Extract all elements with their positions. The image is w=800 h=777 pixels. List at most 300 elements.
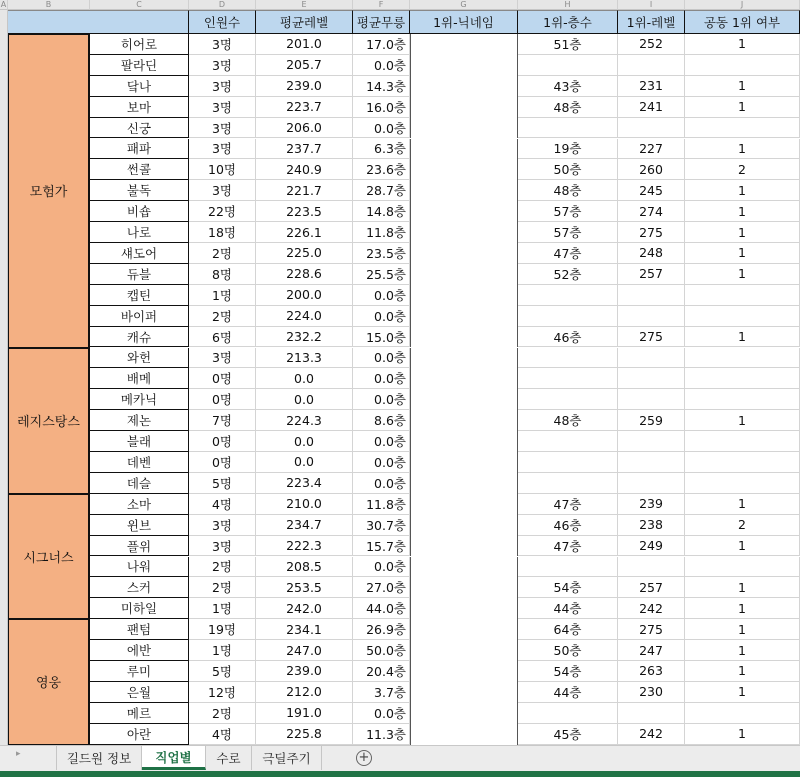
top-nickname-cell[interactable] [410,389,518,410]
member-count-cell[interactable]: 3명 [189,515,256,536]
avg-mulung-cell[interactable]: 23.6층 [353,159,410,180]
member-count-cell[interactable]: 6명 [189,327,256,348]
avg-mulung-cell[interactable]: 0.0층 [353,368,410,389]
top-nickname-cell[interactable] [410,473,518,494]
tie-flag-cell[interactable]: 1 [685,598,800,619]
avg-level-cell[interactable]: 205.7 [256,55,353,76]
job-name-cell[interactable]: 배메 [90,368,189,389]
top-nickname-cell[interactable] [410,703,518,724]
member-count-cell[interactable]: 0명 [189,431,256,452]
avg-level-cell[interactable]: 210.0 [256,494,353,515]
tie-flag-cell[interactable]: 1 [685,410,800,431]
top-floor-cell[interactable]: 44층 [518,682,618,703]
tie-flag-cell[interactable]: 1 [685,682,800,703]
top-level-cell[interactable]: 231 [618,76,685,97]
avg-level-cell[interactable]: 222.3 [256,536,353,557]
top-floor-cell[interactable] [518,285,618,306]
tie-flag-cell[interactable] [685,306,800,327]
avg-mulung-cell[interactable]: 26.9층 [353,619,410,640]
tie-flag-cell[interactable]: 1 [685,243,800,264]
job-name-cell[interactable]: 비숍 [90,201,189,222]
member-count-cell[interactable]: 2명 [189,243,256,264]
column-header-letter[interactable]: E [256,0,353,10]
tie-flag-cell[interactable]: 2 [685,515,800,536]
avg-level-cell[interactable]: 213.3 [256,348,353,369]
tie-flag-cell[interactable]: 1 [685,536,800,557]
top-level-cell[interactable]: 241 [618,97,685,118]
member-count-cell[interactable]: 12명 [189,682,256,703]
class-group-label[interactable]: 시그너스 [8,494,90,619]
job-name-cell[interactable]: 듀블 [90,264,189,285]
top-nickname-cell[interactable] [410,619,518,640]
avg-level-cell[interactable]: 200.0 [256,285,353,306]
tie-flag-cell[interactable] [685,452,800,473]
job-name-cell[interactable]: 팔라딘 [90,55,189,76]
top-floor-cell[interactable]: 48층 [518,180,618,201]
top-level-cell[interactable]: 257 [618,577,685,598]
column-header-cell[interactable]: 평균레벨 [256,10,353,34]
tie-flag-cell[interactable] [685,431,800,452]
top-nickname-cell[interactable] [410,222,518,243]
top-level-cell[interactable]: 242 [618,598,685,619]
job-name-cell[interactable]: 윈브 [90,515,189,536]
avg-mulung-cell[interactable]: 28.7층 [353,180,410,201]
tie-flag-cell[interactable] [685,473,800,494]
column-header-letter[interactable]: J [685,0,800,10]
top-level-cell[interactable]: 260 [618,159,685,180]
tie-flag-cell[interactable] [685,703,800,724]
tie-flag-cell[interactable] [685,557,800,578]
column-header-cell[interactable]: 평균무릉 [353,10,410,34]
avg-mulung-cell[interactable]: 0.0층 [353,118,410,139]
tab-by-class[interactable]: 직업별 [142,746,206,770]
top-nickname-cell[interactable] [410,243,518,264]
top-nickname-cell[interactable] [410,201,518,222]
top-floor-cell[interactable]: 64층 [518,619,618,640]
member-count-cell[interactable]: 3명 [189,118,256,139]
job-name-cell[interactable]: 소마 [90,494,189,515]
job-name-cell[interactable]: 신궁 [90,118,189,139]
tie-flag-cell[interactable]: 1 [685,222,800,243]
sheet-nav-arrow-icon[interactable]: ▸ [16,749,21,759]
avg-level-cell[interactable]: 234.7 [256,515,353,536]
member-count-cell[interactable]: 4명 [189,494,256,515]
job-name-cell[interactable]: 보마 [90,97,189,118]
job-name-cell[interactable]: 썬콜 [90,159,189,180]
avg-level-cell[interactable]: 224.3 [256,410,353,431]
top-level-cell[interactable]: 238 [618,515,685,536]
member-count-cell[interactable]: 22명 [189,201,256,222]
job-name-cell[interactable]: 메르 [90,703,189,724]
add-sheet-button[interactable]: + [356,750,372,766]
top-nickname-cell[interactable] [410,34,518,55]
top-floor-cell[interactable]: 47층 [518,243,618,264]
top-floor-cell[interactable] [518,452,618,473]
top-level-cell[interactable] [618,118,685,139]
top-nickname-cell[interactable] [410,306,518,327]
column-header-letter[interactable]: F [353,0,410,10]
top-floor-cell[interactable] [518,703,618,724]
avg-level-cell[interactable]: 0.0 [256,389,353,410]
top-level-cell[interactable]: 242 [618,724,685,745]
avg-level-cell[interactable]: 242.0 [256,598,353,619]
member-count-cell[interactable]: 2명 [189,703,256,724]
job-name-cell[interactable]: 나워 [90,557,189,578]
avg-level-cell[interactable]: 228.6 [256,264,353,285]
tab-guild-member-info[interactable]: 길드원 정보 [56,746,142,770]
job-name-cell[interactable]: 데벤 [90,452,189,473]
job-name-cell[interactable]: 제논 [90,410,189,431]
avg-level-cell[interactable]: 225.0 [256,243,353,264]
job-name-cell[interactable]: 팬텀 [90,619,189,640]
top-level-cell[interactable] [618,348,685,369]
avg-mulung-cell[interactable]: 0.0층 [353,473,410,494]
top-level-cell[interactable] [618,431,685,452]
top-level-cell[interactable] [618,703,685,724]
avg-level-cell[interactable]: 0.0 [256,452,353,473]
job-name-cell[interactable]: 와헌 [90,348,189,369]
column-header-letter[interactable]: G [410,0,518,10]
member-count-cell[interactable]: 19명 [189,619,256,640]
avg-level-cell[interactable]: 206.0 [256,118,353,139]
top-floor-cell[interactable]: 52층 [518,264,618,285]
top-level-cell[interactable]: 227 [618,139,685,160]
top-level-cell[interactable]: 247 [618,640,685,661]
column-header-letter[interactable]: I [618,0,685,10]
avg-level-cell[interactable]: 234.1 [256,619,353,640]
job-name-cell[interactable]: 에반 [90,640,189,661]
top-level-cell[interactable] [618,389,685,410]
job-name-cell[interactable]: 패파 [90,139,189,160]
top-floor-cell[interactable]: 50층 [518,640,618,661]
avg-level-cell[interactable]: 240.9 [256,159,353,180]
column-header-cell[interactable]: 1위-닉네임 [410,10,518,34]
top-floor-cell[interactable] [518,368,618,389]
avg-level-cell[interactable]: 223.7 [256,97,353,118]
avg-mulung-cell[interactable]: 23.5층 [353,243,410,264]
top-floor-cell[interactable]: 19층 [518,139,618,160]
top-level-cell[interactable]: 257 [618,264,685,285]
avg-mulung-cell[interactable]: 25.5층 [353,264,410,285]
top-level-cell[interactable]: 249 [618,536,685,557]
member-count-cell[interactable]: 2명 [189,577,256,598]
column-header-cell[interactable]: 1위-층수 [518,10,618,34]
top-floor-cell[interactable] [518,473,618,494]
tie-flag-cell[interactable]: 1 [685,577,800,598]
top-level-cell[interactable] [618,55,685,76]
member-count-cell[interactable]: 1명 [189,598,256,619]
job-name-cell[interactable]: 불독 [90,180,189,201]
avg-level-cell[interactable]: 247.0 [256,640,353,661]
top-level-cell[interactable]: 245 [618,180,685,201]
tie-flag-cell[interactable] [685,55,800,76]
top-nickname-cell[interactable] [410,557,518,578]
tie-flag-cell[interactable] [685,368,800,389]
top-floor-cell[interactable] [518,557,618,578]
avg-mulung-cell[interactable]: 3.7층 [353,682,410,703]
top-level-cell[interactable]: 275 [618,222,685,243]
top-nickname-cell[interactable] [410,159,518,180]
tie-flag-cell[interactable]: 1 [685,640,800,661]
tie-flag-cell[interactable]: 1 [685,494,800,515]
column-header-letter[interactable]: C [90,0,189,10]
top-level-cell[interactable] [618,368,685,389]
avg-level-cell[interactable]: 223.4 [256,473,353,494]
top-nickname-cell[interactable] [410,180,518,201]
avg-level-cell[interactable]: 237.7 [256,139,353,160]
tie-flag-cell[interactable]: 1 [685,264,800,285]
member-count-cell[interactable]: 3명 [189,34,256,55]
top-nickname-cell[interactable] [410,494,518,515]
avg-mulung-cell[interactable]: 14.8층 [353,201,410,222]
member-count-cell[interactable]: 18명 [189,222,256,243]
top-floor-cell[interactable] [518,55,618,76]
member-count-cell[interactable]: 5명 [189,473,256,494]
top-level-cell[interactable]: 239 [618,494,685,515]
top-floor-cell[interactable]: 43층 [518,76,618,97]
avg-mulung-cell[interactable]: 0.0층 [353,348,410,369]
job-name-cell[interactable]: 메카닉 [90,389,189,410]
top-nickname-cell[interactable] [410,577,518,598]
top-nickname-cell[interactable] [410,410,518,431]
tie-flag-cell[interactable]: 1 [685,327,800,348]
top-floor-cell[interactable]: 44층 [518,598,618,619]
top-nickname-cell[interactable] [410,118,518,139]
job-name-cell[interactable]: 닼나 [90,76,189,97]
member-count-cell[interactable]: 7명 [189,410,256,431]
avg-mulung-cell[interactable]: 0.0층 [353,55,410,76]
top-floor-cell[interactable]: 45층 [518,724,618,745]
avg-mulung-cell[interactable]: 11.3층 [353,724,410,745]
tab-suro[interactable]: 수로 [206,746,252,770]
member-count-cell[interactable]: 3명 [189,348,256,369]
tie-flag-cell[interactable]: 1 [685,201,800,222]
member-count-cell[interactable]: 4명 [189,724,256,745]
tie-flag-cell[interactable]: 1 [685,76,800,97]
top-floor-cell[interactable] [518,431,618,452]
member-count-cell[interactable]: 3명 [189,55,256,76]
class-group-label[interactable]: 모험가 [8,34,90,348]
avg-level-cell[interactable]: 221.7 [256,180,353,201]
tie-flag-cell[interactable] [685,285,800,306]
avg-mulung-cell[interactable]: 0.0층 [353,431,410,452]
top-floor-cell[interactable] [518,306,618,327]
avg-mulung-cell[interactable]: 8.6층 [353,410,410,431]
top-level-cell[interactable] [618,473,685,494]
top-nickname-cell[interactable] [410,661,518,682]
top-floor-cell[interactable]: 46층 [518,327,618,348]
top-nickname-cell[interactable] [410,327,518,348]
tie-flag-cell[interactable]: 1 [685,139,800,160]
top-nickname-cell[interactable] [410,640,518,661]
top-floor-cell[interactable]: 54층 [518,661,618,682]
avg-mulung-cell[interactable]: 16.0층 [353,97,410,118]
top-nickname-cell[interactable] [410,348,518,369]
column-header-cell[interactable]: 1위-레벨 [618,10,685,34]
top-level-cell[interactable]: 274 [618,201,685,222]
top-nickname-cell[interactable] [410,97,518,118]
top-nickname-cell[interactable] [410,724,518,745]
top-level-cell[interactable]: 275 [618,619,685,640]
top-floor-cell[interactable]: 57층 [518,222,618,243]
class-group-label[interactable]: 레지스탕스 [8,348,90,494]
top-floor-cell[interactable]: 54층 [518,577,618,598]
top-floor-cell[interactable]: 47층 [518,494,618,515]
avg-mulung-cell[interactable]: 30.7층 [353,515,410,536]
member-count-cell[interactable]: 0명 [189,452,256,473]
top-level-cell[interactable]: 248 [618,243,685,264]
top-nickname-cell[interactable] [410,264,518,285]
job-name-cell[interactable]: 나로 [90,222,189,243]
job-name-cell[interactable]: 루미 [90,661,189,682]
avg-mulung-cell[interactable]: 50.0층 [353,640,410,661]
top-floor-cell[interactable]: 57층 [518,201,618,222]
top-level-cell[interactable]: 275 [618,327,685,348]
avg-mulung-cell[interactable]: 11.8층 [353,222,410,243]
top-nickname-cell[interactable] [410,536,518,557]
avg-level-cell[interactable]: 201.0 [256,34,353,55]
member-count-cell[interactable]: 1명 [189,640,256,661]
member-count-cell[interactable]: 0명 [189,389,256,410]
top-level-cell[interactable]: 263 [618,661,685,682]
job-name-cell[interactable]: 캡틴 [90,285,189,306]
avg-mulung-cell[interactable]: 0.0층 [353,557,410,578]
avg-level-cell[interactable]: 224.0 [256,306,353,327]
top-nickname-cell[interactable] [410,55,518,76]
member-count-cell[interactable]: 8명 [189,264,256,285]
tie-flag-cell[interactable]: 2 [685,159,800,180]
top-floor-cell[interactable]: 47층 [518,536,618,557]
avg-level-cell[interactable]: 191.0 [256,703,353,724]
avg-mulung-cell[interactable]: 0.0층 [353,306,410,327]
tie-flag-cell[interactable]: 1 [685,619,800,640]
top-floor-cell[interactable] [518,389,618,410]
top-level-cell[interactable] [618,306,685,327]
job-name-cell[interactable]: 바이퍼 [90,306,189,327]
tie-flag-cell[interactable]: 1 [685,724,800,745]
avg-mulung-cell[interactable]: 20.4층 [353,661,410,682]
job-name-cell[interactable]: 은월 [90,682,189,703]
avg-mulung-cell[interactable]: 15.0층 [353,327,410,348]
top-nickname-cell[interactable] [410,598,518,619]
member-count-cell[interactable]: 2명 [189,557,256,578]
member-count-cell[interactable]: 3명 [189,180,256,201]
avg-mulung-cell[interactable]: 6.3층 [353,139,410,160]
avg-level-cell[interactable]: 223.5 [256,201,353,222]
member-count-cell[interactable]: 3명 [189,97,256,118]
member-count-cell[interactable]: 5명 [189,661,256,682]
avg-mulung-cell[interactable]: 0.0층 [353,452,410,473]
top-floor-cell[interactable]: 51층 [518,34,618,55]
avg-mulung-cell[interactable]: 0.0층 [353,389,410,410]
member-count-cell[interactable]: 3명 [189,536,256,557]
top-level-cell[interactable] [618,557,685,578]
job-name-cell[interactable]: 섀도어 [90,243,189,264]
job-name-cell[interactable]: 아란 [90,724,189,745]
top-nickname-cell[interactable] [410,682,518,703]
tie-flag-cell[interactable] [685,348,800,369]
top-floor-cell[interactable]: 46층 [518,515,618,536]
tie-flag-cell[interactable]: 1 [685,180,800,201]
avg-level-cell[interactable]: 232.2 [256,327,353,348]
avg-level-cell[interactable]: 226.1 [256,222,353,243]
avg-mulung-cell[interactable]: 14.3층 [353,76,410,97]
top-nickname-cell[interactable] [410,76,518,97]
top-level-cell[interactable] [618,452,685,473]
top-nickname-cell[interactable] [410,368,518,389]
avg-level-cell[interactable]: 239.0 [256,76,353,97]
job-name-cell[interactable]: 미하일 [90,598,189,619]
tab-burst-cycle[interactable]: 극딜주기 [252,746,322,770]
top-floor-cell[interactable] [518,118,618,139]
top-level-cell[interactable]: 252 [618,34,685,55]
column-header-cell[interactable]: 인원수 [189,10,256,34]
avg-level-cell[interactable]: 253.5 [256,577,353,598]
top-level-cell[interactable]: 230 [618,682,685,703]
avg-level-cell[interactable]: 208.5 [256,557,353,578]
avg-level-cell[interactable]: 0.0 [256,368,353,389]
avg-mulung-cell[interactable]: 15.7층 [353,536,410,557]
avg-level-cell[interactable]: 0.0 [256,431,353,452]
top-level-cell[interactable] [618,285,685,306]
tie-flag-cell[interactable] [685,389,800,410]
job-name-cell[interactable]: 히어로 [90,34,189,55]
member-count-cell[interactable]: 1명 [189,285,256,306]
avg-mulung-cell[interactable]: 11.8층 [353,494,410,515]
column-header-letter[interactable]: D [189,0,256,10]
tie-flag-cell[interactable] [685,118,800,139]
column-header-letter[interactable]: H [518,0,618,10]
avg-level-cell[interactable]: 212.0 [256,682,353,703]
avg-mulung-cell[interactable]: 17.0층 [353,34,410,55]
top-floor-cell[interactable]: 48층 [518,410,618,431]
tie-flag-cell[interactable]: 1 [685,34,800,55]
member-count-cell[interactable]: 3명 [189,139,256,160]
top-floor-cell[interactable]: 50층 [518,159,618,180]
job-name-cell[interactable]: 스커 [90,577,189,598]
avg-mulung-cell[interactable]: 27.0층 [353,577,410,598]
top-nickname-cell[interactable] [410,285,518,306]
avg-mulung-cell[interactable]: 44.0층 [353,598,410,619]
job-name-cell[interactable]: 캐슈 [90,327,189,348]
member-count-cell[interactable]: 2명 [189,306,256,327]
avg-mulung-cell[interactable]: 0.0층 [353,703,410,724]
avg-level-cell[interactable]: 225.8 [256,724,353,745]
column-header-letter[interactable]: B [8,0,90,10]
tie-flag-cell[interactable]: 1 [685,661,800,682]
job-name-cell[interactable]: 플위 [90,536,189,557]
column-header-letter[interactable]: A [0,0,7,9]
member-count-cell[interactable]: 3명 [189,76,256,97]
avg-level-cell[interactable]: 239.0 [256,661,353,682]
header-blank-cell[interactable] [8,10,189,34]
member-count-cell[interactable]: 0명 [189,368,256,389]
top-nickname-cell[interactable] [410,139,518,160]
column-header-cell[interactable]: 공동 1위 여부 [685,10,800,34]
member-count-cell[interactable]: 10명 [189,159,256,180]
top-nickname-cell[interactable] [410,515,518,536]
top-floor-cell[interactable] [518,348,618,369]
class-group-label[interactable]: 영웅 [8,619,90,744]
top-nickname-cell[interactable] [410,452,518,473]
top-level-cell[interactable]: 259 [618,410,685,431]
job-name-cell[interactable]: 데슬 [90,473,189,494]
tie-flag-cell[interactable]: 1 [685,97,800,118]
top-nickname-cell[interactable] [410,431,518,452]
job-name-cell[interactable]: 블래 [90,431,189,452]
avg-mulung-cell[interactable]: 0.0층 [353,285,410,306]
top-floor-cell[interactable]: 48층 [518,97,618,118]
